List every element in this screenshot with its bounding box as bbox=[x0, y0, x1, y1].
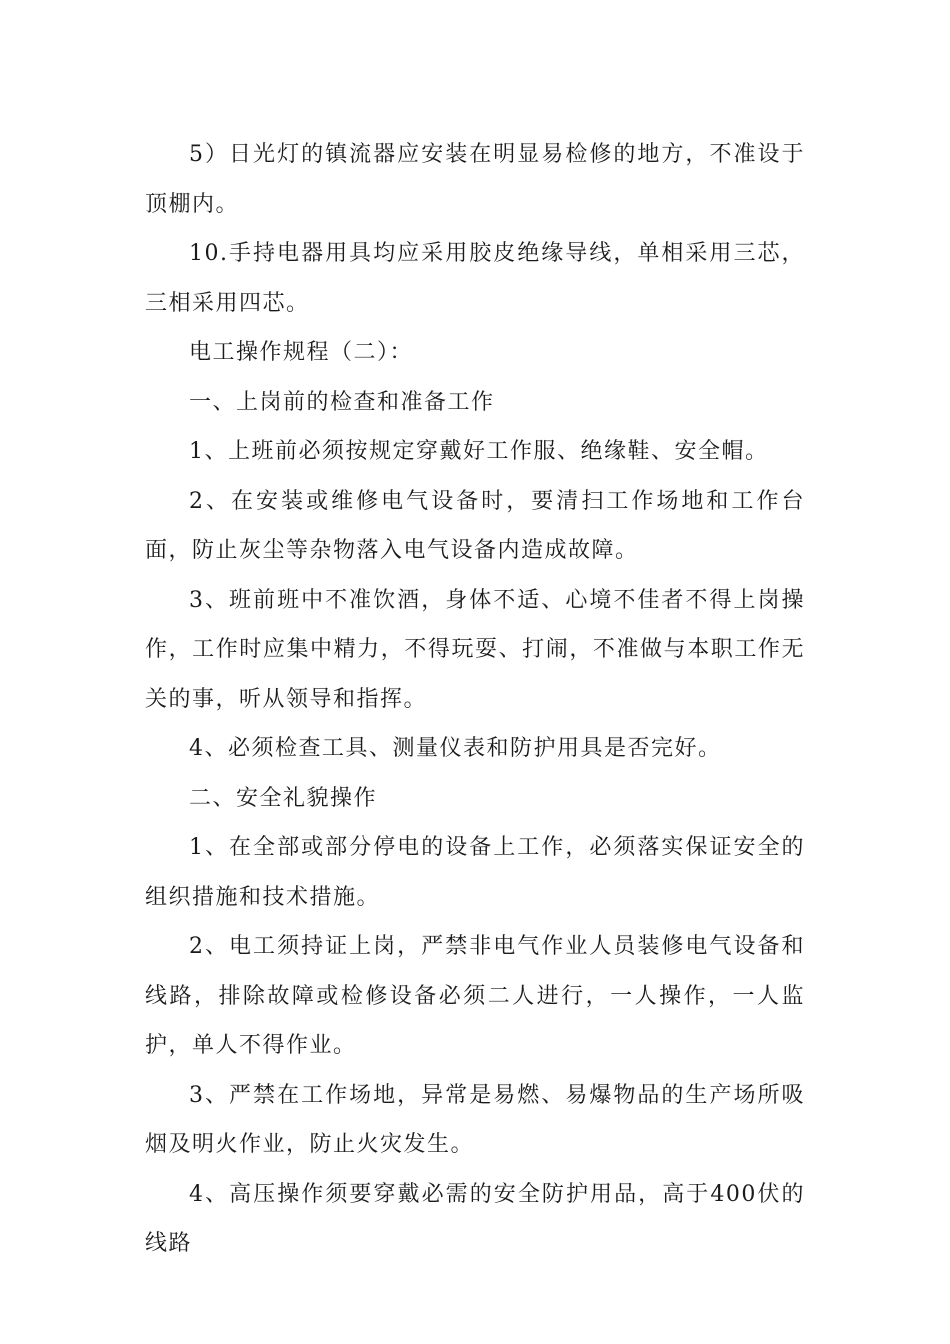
paragraph-pre-duty-2: 2、在安装或维修电气设备时，要清扫工作场地和工作台面，防止灰尘等杂物落入电气设备内造成故障。 bbox=[145, 488, 805, 563]
paragraph-safe-op-4: 4、高压操作须要穿戴必需的安全防护用品，高于400伏的线路 bbox=[145, 1181, 805, 1256]
section-heading-pre-duty-check: 一、上岗前的检查和准备工作 bbox=[189, 389, 495, 415]
paragraph-pre-duty-4: 4、必须检查工具、测量仪表和防护用具是否完好。 bbox=[189, 736, 722, 761]
paragraph-safe-op-2: 2、电工须持证上岗，严禁非电气作业人员装修电气设备和线路，排除故障或检修设备必须二人进行，一人操作，一人监护，单人不得作业。 bbox=[145, 934, 805, 1058]
paragraph-ballast-placement: 5）日光灯的镇流器应安装在明显易检修的地方，不准设于顶棚内。 bbox=[145, 142, 805, 217]
paragraph-pre-duty-1: 1、上班前必须按规定穿戴好工作服、绝缘鞋、安全帽。 bbox=[189, 439, 769, 464]
paragraph-handheld-wiring: 10.手持电器用具均应采用胶皮绝缘导线，单相采用三芯，三相采用四芯。 bbox=[145, 241, 805, 316]
section-heading-safe-operation: 二、安全礼貌操作 bbox=[189, 785, 378, 811]
paragraph-safe-op-3: 3、严禁在工作场地，异常是易燃、易爆物品的生产场所吸烟及明火作业，防止火灾发生。 bbox=[145, 1082, 805, 1157]
paragraph-pre-duty-3: 3、班前班中不准饮酒，身体不适、心境不佳者不得上岗操作，工作时应集中精力，不得玩耍、打闹，不准做与本职工作无关的事，听从领导和指挥。 bbox=[145, 587, 805, 712]
section-title-electrician-rules-2: 电工操作规程（二）： bbox=[189, 340, 414, 365]
document-body bbox=[145, 130, 805, 1269]
paragraph-safe-op-1: 1、在全部或部分停电的设备上工作，必须落实保证安全的组织措施和技术措施。 bbox=[145, 835, 805, 910]
